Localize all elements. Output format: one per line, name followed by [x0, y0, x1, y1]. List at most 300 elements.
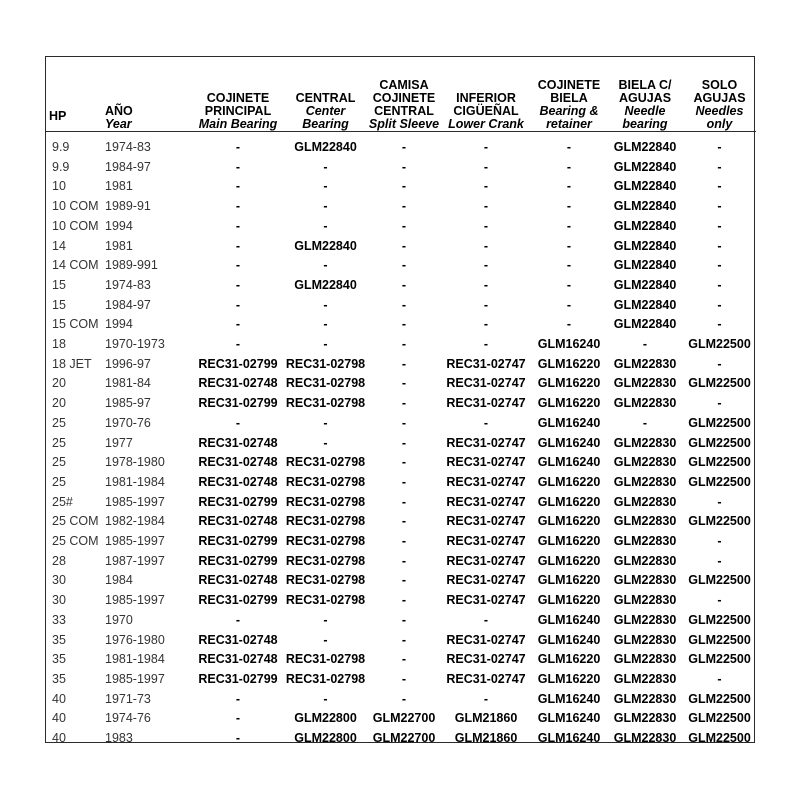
column-header-label: CAMISA COJINETE CENTRAL — [372, 78, 436, 118]
cell-needle-bearing: GLM22830 — [613, 573, 677, 588]
cell-year: 1985-1997 — [105, 534, 165, 549]
cell-bearing-retainer: GLM16240 — [537, 337, 601, 352]
cell-lower-crank: REC31-02747 — [446, 593, 526, 608]
cell-lower-crank: REC31-02747 — [446, 553, 526, 568]
cell-center-bearing: GLM22800 — [294, 731, 357, 746]
cell-year: 1971-73 — [105, 691, 151, 706]
table-row — [46, 493, 756, 513]
cell-needles-only: GLM22500 — [688, 474, 751, 489]
table-row — [46, 276, 756, 296]
cell-center-bearing: - — [323, 159, 328, 174]
cell-bearing-retainer: GLM16220 — [537, 376, 601, 391]
cell-split-sleeve: - — [401, 179, 407, 194]
cell-year: 1984-97 — [105, 297, 151, 312]
cell-bearing-retainer: - — [566, 159, 572, 174]
bearing-parts-table — [46, 57, 756, 749]
cell-year: 1981-1984 — [105, 652, 165, 667]
cell-needle-bearing: GLM22830 — [613, 731, 677, 746]
cell-year: 1970 — [105, 612, 133, 627]
column-header-sublabel: Needle bearing — [622, 104, 668, 131]
cell-hp: 15 — [52, 277, 66, 292]
column-header-sublabel: Split Sleeve — [368, 117, 440, 131]
cell-center-bearing: - — [323, 199, 328, 214]
cell-year: 1974-83 — [105, 140, 151, 154]
cell-hp: 18 JET — [52, 356, 92, 371]
cell-needles-only: - — [717, 159, 722, 174]
cell-main-bearing: REC31-02748 — [198, 376, 278, 391]
cell-lower-crank: REC31-02747 — [446, 455, 526, 470]
cell-needles-only: GLM22500 — [688, 612, 751, 627]
cell-hp: 40 — [52, 711, 66, 726]
cell-main-bearing: REC31-02748 — [198, 455, 278, 470]
cell-hp: 30 — [52, 593, 66, 608]
cell-needle-bearing: GLM22830 — [613, 474, 677, 489]
cell-lower-crank: - — [483, 218, 489, 233]
cell-bearing-retainer: GLM16240 — [537, 691, 601, 706]
cell-bearing-retainer: - — [566, 317, 572, 332]
cell-split-sleeve: - — [401, 593, 407, 608]
cell-split-sleeve: - — [401, 671, 407, 686]
cell-split-sleeve: - — [401, 396, 407, 411]
cell-lower-crank: GLM21860 — [454, 711, 518, 726]
column-header-main-bearing — [192, 57, 284, 132]
cell-needles-only: GLM22500 — [688, 711, 751, 726]
cell-bearing-retainer: - — [566, 297, 572, 312]
table-row — [46, 650, 756, 670]
cell-year: 1974-83 — [105, 277, 151, 292]
cell-bearing-retainer: GLM16220 — [537, 593, 601, 608]
cell-lower-crank: - — [483, 297, 489, 312]
cell-needles-only: GLM22500 — [688, 435, 751, 450]
cell-bearing-retainer: GLM16240 — [537, 711, 601, 726]
cell-hp: 25 COM — [52, 514, 99, 529]
cell-lower-crank: REC31-02747 — [446, 376, 526, 391]
table-row — [46, 177, 756, 197]
cell-bearing-retainer: GLM16220 — [537, 652, 601, 667]
cell-split-sleeve: - — [401, 632, 407, 647]
cell-bearing-retainer: - — [566, 218, 572, 233]
cell-needles-only: - — [717, 553, 722, 568]
cell-split-sleeve: - — [401, 199, 407, 214]
cell-lower-crank: - — [483, 612, 489, 627]
cell-year: 1983 — [105, 731, 133, 746]
column-header-sublabel: Lower Crank — [448, 117, 524, 131]
table-row — [46, 355, 756, 375]
column-header-sublabel: Bearing & retainer — [539, 104, 599, 131]
cell-hp: 20 — [52, 376, 66, 391]
cell-lower-crank: - — [483, 159, 489, 174]
cell-needles-only: - — [717, 534, 722, 549]
cell-needles-only: - — [717, 356, 722, 371]
table-row — [46, 631, 756, 651]
cell-needles-only: - — [717, 297, 722, 312]
table-row — [46, 571, 756, 591]
cell-hp: 25# — [52, 494, 73, 509]
cell-bearing-retainer: GLM16240 — [537, 455, 601, 470]
cell-needle-bearing: GLM22840 — [613, 238, 677, 253]
cell-split-sleeve: - — [401, 258, 407, 273]
column-header-sublabel: Center Bearing — [302, 104, 349, 131]
table-row — [46, 729, 756, 749]
table-row — [46, 158, 756, 178]
cell-split-sleeve: - — [401, 534, 407, 549]
cell-bearing-retainer: GLM16220 — [537, 671, 601, 686]
cell-hp: 15 COM — [52, 317, 99, 332]
cell-main-bearing: - — [235, 199, 241, 214]
cell-hp: 25 — [52, 415, 66, 430]
cell-bearing-retainer: - — [566, 179, 572, 194]
cell-lower-crank: - — [483, 179, 489, 194]
cell-bearing-retainer: GLM16220 — [537, 396, 601, 411]
cell-bearing-retainer: GLM16220 — [537, 494, 601, 509]
cell-lower-crank: - — [483, 140, 489, 154]
cell-center-bearing: - — [323, 297, 328, 312]
cell-needle-bearing: GLM22840 — [613, 199, 677, 214]
cell-split-sleeve: - — [401, 376, 407, 391]
cell-needles-only: - — [717, 593, 722, 608]
cell-year: 1996-97 — [105, 356, 151, 371]
column-header-label: BIELA C/ AGUJAS — [618, 78, 672, 105]
cell-year: 1987-1997 — [105, 553, 165, 568]
cell-bearing-retainer: - — [566, 238, 572, 253]
cell-year: 1974-76 — [105, 711, 151, 726]
cell-main-bearing: REC31-02799 — [198, 671, 278, 686]
cell-split-sleeve: - — [401, 474, 407, 489]
cell-lower-crank: REC31-02747 — [446, 652, 526, 667]
cell-center-bearing: REC31-02798 — [285, 396, 366, 411]
cell-hp: 25 — [52, 435, 66, 450]
cell-center-bearing: - — [323, 612, 328, 627]
cell-lower-crank: REC31-02747 — [446, 435, 526, 450]
cell-year: 1981 — [105, 238, 133, 253]
cell-center-bearing: - — [323, 218, 328, 233]
cell-main-bearing: REC31-02748 — [198, 435, 278, 450]
cell-main-bearing: - — [235, 317, 241, 332]
cell-main-bearing: - — [235, 612, 241, 627]
cell-needles-only: GLM22500 — [688, 514, 751, 529]
cell-hp: 20 — [52, 396, 66, 411]
cell-center-bearing: REC31-02798 — [285, 494, 366, 509]
cell-needle-bearing: GLM22830 — [613, 691, 677, 706]
table-body — [46, 132, 756, 749]
cell-hp: 14 — [52, 238, 66, 253]
cell-needles-only: - — [717, 494, 722, 509]
table-row — [46, 690, 756, 710]
cell-main-bearing: - — [235, 711, 241, 726]
column-header-sublabel: Year — [105, 117, 132, 131]
cell-bearing-retainer: - — [566, 258, 572, 273]
cell-split-sleeve: - — [401, 652, 407, 667]
cell-hp: 35 — [52, 671, 66, 686]
cell-hp: 25 — [52, 474, 66, 489]
cell-lower-crank: REC31-02747 — [446, 514, 526, 529]
cell-split-sleeve: - — [401, 553, 407, 568]
cell-center-bearing: REC31-02798 — [285, 553, 366, 568]
cell-lower-crank: REC31-02747 — [446, 534, 526, 549]
cell-needles-only: - — [717, 396, 722, 411]
table-row — [46, 670, 756, 690]
cell-needle-bearing: GLM22840 — [613, 140, 677, 154]
table-header — [46, 57, 756, 132]
cell-lower-crank: - — [483, 415, 489, 430]
column-header-needle-bearing — [607, 57, 683, 132]
cell-year: 1994 — [105, 218, 133, 233]
cell-split-sleeve: - — [401, 691, 407, 706]
column-header-year — [102, 57, 192, 132]
cell-hp: 14 COM — [52, 258, 99, 273]
cell-main-bearing: REC31-02748 — [198, 652, 278, 667]
table-row — [46, 414, 756, 434]
cell-bearing-retainer: GLM16220 — [537, 474, 601, 489]
cell-year: 1982-1984 — [105, 514, 165, 529]
cell-year: 1981-84 — [105, 376, 151, 391]
cell-hp: 28 — [52, 553, 66, 568]
cell-hp: 30 — [52, 573, 66, 588]
cell-split-sleeve: - — [401, 277, 407, 292]
column-header-label: AÑO — [105, 104, 133, 118]
cell-split-sleeve: - — [401, 297, 407, 312]
cell-center-bearing: GLM22800 — [294, 711, 357, 726]
cell-needles-only: GLM22500 — [688, 691, 751, 706]
cell-center-bearing: REC31-02798 — [285, 652, 366, 667]
column-header-split-sleeve — [367, 57, 441, 132]
cell-main-bearing: REC31-02799 — [198, 494, 278, 509]
cell-needle-bearing: GLM22830 — [613, 671, 677, 686]
cell-split-sleeve: - — [401, 415, 407, 430]
cell-lower-crank: REC31-02747 — [446, 396, 526, 411]
table-row — [46, 374, 756, 394]
cell-lower-crank: REC31-02747 — [446, 474, 526, 489]
cell-lower-crank: GLM21860 — [454, 731, 518, 746]
column-header-lower-crank — [441, 57, 531, 132]
cell-bearing-retainer: - — [566, 140, 572, 154]
cell-split-sleeve: - — [401, 238, 407, 253]
header-row — [46, 57, 756, 132]
cell-split-sleeve: - — [401, 140, 407, 154]
column-header-hp — [46, 57, 102, 132]
cell-split-sleeve: - — [401, 356, 407, 371]
cell-center-bearing: - — [323, 317, 328, 332]
cell-split-sleeve: GLM22700 — [372, 711, 436, 726]
cell-bearing-retainer: - — [566, 277, 572, 292]
cell-year: 1985-1997 — [105, 593, 165, 608]
cell-center-bearing: REC31-02798 — [285, 474, 366, 489]
cell-split-sleeve: - — [401, 573, 407, 588]
cell-year: 1985-1997 — [105, 494, 165, 509]
cell-year: 1989-91 — [105, 199, 151, 214]
cell-center-bearing: REC31-02798 — [285, 671, 366, 686]
cell-main-bearing: - — [235, 297, 241, 312]
cell-lower-crank: REC31-02747 — [446, 671, 526, 686]
cell-center-bearing: - — [323, 179, 328, 194]
table-row — [46, 197, 756, 217]
table-row — [46, 453, 756, 473]
cell-hp: 10 — [52, 179, 66, 194]
cell-split-sleeve: - — [401, 317, 407, 332]
cell-main-bearing: REC31-02748 — [198, 474, 278, 489]
cell-center-bearing: - — [323, 435, 328, 450]
table-row — [46, 532, 756, 552]
cell-needles-only: GLM22500 — [688, 376, 751, 391]
cell-lower-crank: - — [483, 199, 489, 214]
cell-center-bearing: REC31-02798 — [285, 534, 366, 549]
cell-needles-only: - — [717, 277, 722, 292]
cell-bearing-retainer: GLM16220 — [537, 534, 601, 549]
cell-needle-bearing: GLM22830 — [613, 376, 677, 391]
column-header-label: COJINETE BIELA — [537, 78, 601, 105]
cell-hp: 9.9 — [52, 140, 70, 154]
cell-hp: 40 — [52, 731, 66, 746]
table-row — [46, 394, 756, 414]
cell-needle-bearing: GLM22840 — [613, 179, 677, 194]
table-row — [46, 591, 756, 611]
column-header-sublabel: Main Bearing — [198, 117, 278, 131]
column-header-label: SOLO AGUJAS — [693, 78, 746, 105]
cell-split-sleeve: - — [401, 455, 407, 470]
cell-split-sleeve: - — [401, 337, 407, 352]
cell-year: 1981-1984 — [105, 474, 165, 489]
cell-needles-only: - — [717, 671, 722, 686]
cell-lower-crank: - — [483, 337, 489, 352]
cell-split-sleeve: - — [401, 218, 407, 233]
column-header-label: HP — [49, 109, 67, 123]
cell-needle-bearing: GLM22840 — [613, 277, 677, 292]
cell-main-bearing: - — [235, 140, 241, 154]
cell-needles-only: - — [717, 140, 722, 154]
column-header-label: INFERIOR CIGÜEÑAL — [453, 91, 519, 118]
cell-hp: 25 — [52, 455, 66, 470]
cell-split-sleeve: - — [401, 494, 407, 509]
cell-main-bearing: - — [235, 218, 241, 233]
cell-bearing-retainer: GLM16240 — [537, 731, 601, 746]
cell-bearing-retainer: GLM16240 — [537, 435, 601, 450]
cell-needle-bearing: GLM22830 — [613, 632, 677, 647]
table-row — [46, 237, 756, 257]
cell-center-bearing: GLM22840 — [294, 277, 357, 292]
cell-main-bearing: - — [235, 277, 241, 292]
cell-needles-only: - — [717, 199, 722, 214]
cell-needles-only: - — [717, 179, 722, 194]
cell-main-bearing: - — [235, 238, 241, 253]
cell-main-bearing: - — [235, 159, 241, 174]
cell-needle-bearing: GLM22840 — [613, 159, 677, 174]
cell-lower-crank: REC31-02747 — [446, 356, 526, 371]
cell-bearing-retainer: GLM16240 — [537, 632, 601, 647]
cell-center-bearing: REC31-02798 — [285, 514, 366, 529]
table-row — [46, 315, 756, 335]
cell-main-bearing: REC31-02799 — [198, 356, 278, 371]
cell-hp: 9.9 — [52, 159, 70, 174]
cell-main-bearing: - — [235, 258, 241, 273]
cell-year: 1985-1997 — [105, 671, 165, 686]
cell-bearing-retainer: GLM16240 — [537, 612, 601, 627]
cell-main-bearing: REC31-02799 — [198, 593, 278, 608]
cell-hp: 35 — [52, 632, 66, 647]
cell-needle-bearing: GLM22830 — [613, 593, 677, 608]
cell-main-bearing: - — [235, 691, 241, 706]
cell-center-bearing: REC31-02798 — [285, 593, 366, 608]
cell-needles-only: - — [717, 258, 722, 273]
cell-needles-only: GLM22500 — [688, 652, 751, 667]
cell-needle-bearing: GLM22840 — [613, 218, 677, 233]
cell-center-bearing: - — [323, 691, 328, 706]
column-header-bearing-retainer — [531, 57, 607, 132]
cell-year: 1984 — [105, 573, 133, 588]
cell-year: 1981 — [105, 179, 133, 194]
cell-hp: 10 COM — [52, 218, 99, 233]
cell-needle-bearing: GLM22830 — [613, 514, 677, 529]
cell-hp: 40 — [52, 691, 66, 706]
cell-year: 1977 — [105, 435, 133, 450]
cell-year: 1970-1973 — [105, 337, 165, 352]
cell-center-bearing: REC31-02798 — [285, 573, 366, 588]
cell-split-sleeve: - — [401, 435, 407, 450]
cell-main-bearing: REC31-02748 — [198, 514, 278, 529]
column-header-sublabel: Needles only — [695, 104, 744, 131]
cell-needles-only: - — [717, 317, 722, 332]
cell-bearing-retainer: GLM16220 — [537, 553, 601, 568]
cell-split-sleeve: - — [401, 514, 407, 529]
cell-main-bearing: - — [235, 415, 241, 430]
cell-needles-only: GLM22500 — [688, 731, 751, 746]
cell-center-bearing: GLM22840 — [294, 140, 357, 154]
cell-needles-only: GLM22500 — [688, 455, 751, 470]
cell-main-bearing: - — [235, 337, 241, 352]
table-row — [46, 552, 756, 572]
cell-main-bearing: REC31-02799 — [198, 553, 278, 568]
cell-main-bearing: REC31-02748 — [198, 632, 278, 647]
cell-lower-crank: REC31-02747 — [446, 632, 526, 647]
cell-split-sleeve: GLM22700 — [372, 731, 436, 746]
table-row — [46, 709, 756, 729]
cell-hp: 10 COM — [52, 199, 99, 214]
parts-table-frame — [45, 56, 755, 746]
table-row — [46, 434, 756, 454]
cell-needles-only: GLM22500 — [688, 337, 751, 352]
cell-main-bearing: REC31-02748 — [198, 573, 278, 588]
cell-lower-crank: - — [483, 317, 489, 332]
cell-center-bearing: REC31-02798 — [285, 356, 366, 371]
cell-year: 1989-991 — [105, 258, 158, 273]
cell-lower-crank: - — [483, 258, 489, 273]
cell-bearing-retainer: - — [566, 199, 572, 214]
cell-needles-only: - — [717, 218, 722, 233]
cell-needle-bearing: GLM22830 — [613, 396, 677, 411]
cell-bearing-retainer: GLM16220 — [537, 356, 601, 371]
cell-split-sleeve: - — [401, 612, 407, 627]
cell-needle-bearing: GLM22840 — [613, 317, 677, 332]
cell-needle-bearing: GLM22830 — [613, 356, 677, 371]
cell-center-bearing: - — [323, 258, 328, 273]
cell-needle-bearing: GLM22840 — [613, 297, 677, 312]
cell-year: 1978-1980 — [105, 455, 165, 470]
cell-needle-bearing: - — [642, 415, 648, 430]
cell-needles-only: GLM22500 — [688, 415, 751, 430]
cell-needle-bearing: - — [642, 337, 648, 352]
cell-main-bearing: REC31-02799 — [198, 534, 278, 549]
cell-center-bearing: - — [323, 632, 328, 647]
cell-hp: 15 — [52, 297, 66, 312]
cell-lower-crank: REC31-02747 — [446, 573, 526, 588]
cell-hp: 35 — [52, 652, 66, 667]
cell-year: 1976-1980 — [105, 632, 165, 647]
table-row — [46, 256, 756, 276]
cell-needle-bearing: GLM22840 — [613, 258, 677, 273]
cell-center-bearing: GLM22840 — [294, 238, 357, 253]
table-row — [46, 473, 756, 493]
table-row — [46, 138, 756, 158]
cell-needle-bearing: GLM22830 — [613, 435, 677, 450]
